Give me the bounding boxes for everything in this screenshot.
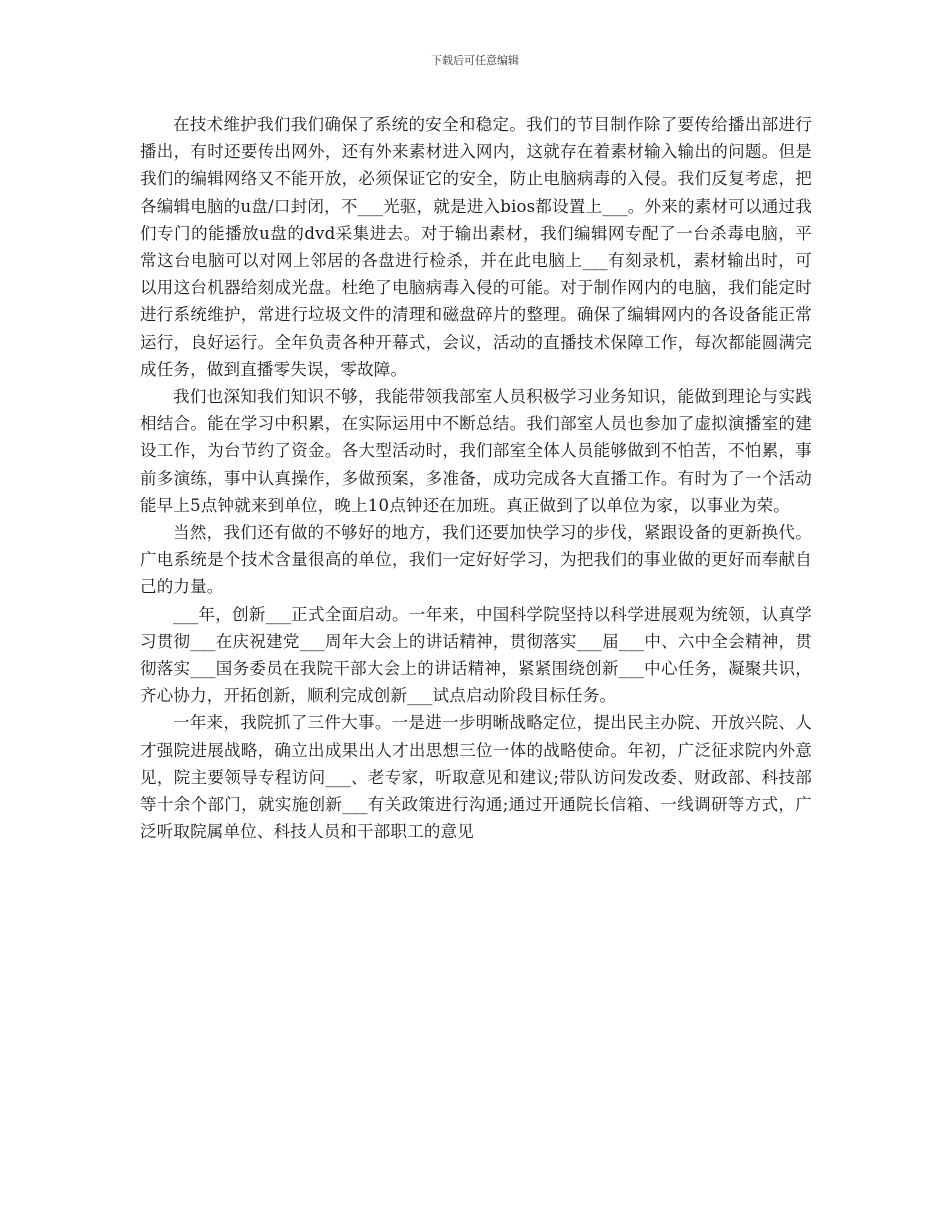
paragraph-technical-maintenance: 在技术维护我们我们确保了系统的安全和稳定。我们的节目制作除了要传给播出部进行播出，有时还要传出网外，还有外来素材进入网内，这就存在着素材输入输出的问题。但是我们的编辑网络又不能开放，必须保证它的安全，防止电脑病毒的入侵。我们反复考虑，把各编辑电脑的u盘/口封闭，不___光驱，就是进入bios都设置上___。外来的素材可以通过我们专门的能播放u盘的dvd采集进去。对于输出素材，我们编辑网专配了一台杀毒电脑，平常这台电脑可以对网上邻居的各盘进行检杀，并在此电脑上___有刻录机，素材输出时，可以用这台机器给刻成光盘。杜绝了电脑病毒入侵的可能。对于制作网内的电脑，我们能定时进行系统维护，常进行垃圾文件的清理和磁盘碎片的整理。确保了编辑网内的各设备能正常运行，良好运行。全年负责各种开幕式，会议，活动的直播技术保障工作，每次都能圆满完成任务，做到直播零失误，零故障。: [140, 115, 812, 379]
paragraph-three-major-tasks: 一年来，我院抓了三件大事。一是进一步明晰战略定位，提出民主办院、开放兴院、人才强院进展战略，确立出成果出人才出思想三位一体的战略使命。年初，广泛征求院内外意见，院主要领导专程访问___、老专家，听取意见和建议;带队访问发改委、财政部、科技部等十余个部门，就实施创新___有关政策进行沟通;通过开通院长信箱、一线调研等方式，广泛听取院属单位、科技人员和干部职工的意见: [140, 713, 812, 842]
document-body: [140, 111, 812, 845]
page-header-note: 下载后可任意编辑: [431, 54, 519, 67]
paragraph-improvement: 当然，我们还有做的不够好的地方，我们还要加快学习的步伐，紧跟设备的更新换代。广电系统是个技术含量很高的单位，我们一定好好学习，为把我们的事业做的更好而奉献自己的力量。: [140, 523, 812, 597]
paragraph-learning: 我们也深知我们知识不够，我能带领我部室人员积极学习业务知识，能做到理论与实践相结合。能在学习中积累，在实际运用中不断总结。我们部室人员也参加了虚拟演播室的建设工作，为台节约了资金。各大型活动时，我们部室全体人员能够做到不怕苦，不怕累，事前多演练，事中认真操作，多做预案，多准备，成功完成各大直播工作。有时为了一个活动能早上5点钟就来到单位，晚上10点钟还在加班。真正做到了以单位为家，以事业为荣。: [140, 387, 812, 515]
paragraph-innovation-launch: ___年，创新___正式全面启动。一年来，中国科学院坚持以科学进展观为统领，认真学习贯彻___在庆祝建党___周年大会上的讲话精神，贯彻落实___届___中、六中全会精神，贯彻落实___国务委员在我院干部大会上的讲话精神，紧紧围绕创新___中心任务，凝聚共识，齐心协力，开拓创新，顺利完成创新___试点启动阶段目标任务。: [140, 604, 812, 706]
